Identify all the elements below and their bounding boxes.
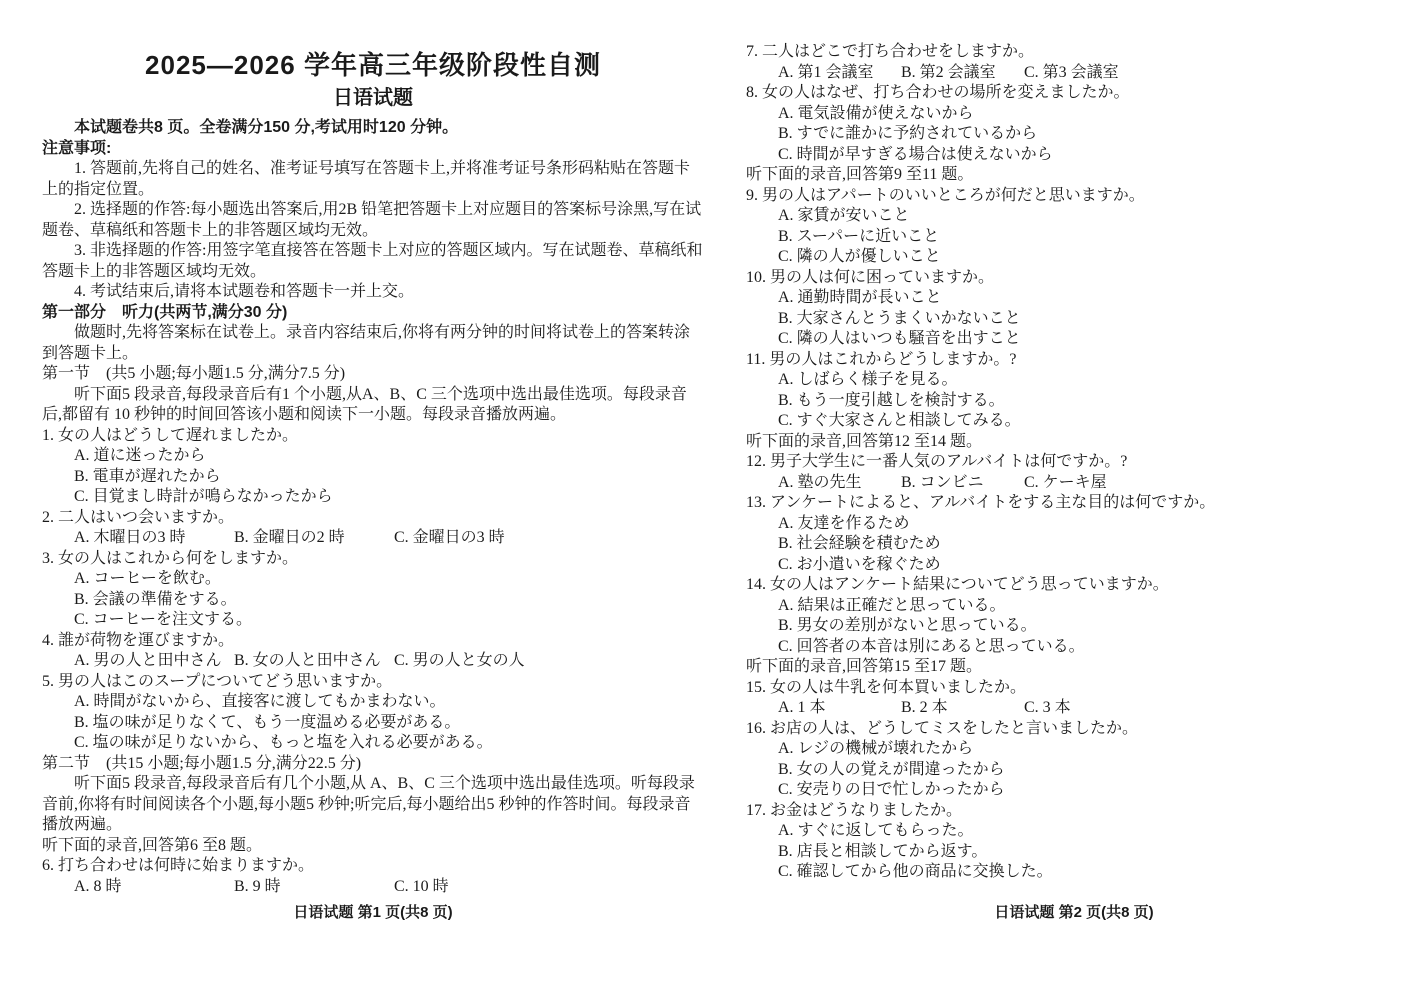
question-text: 6. 打ち合わせは何時に始まりますか。 — [42, 857, 315, 874]
question-13 — [746, 493, 1402, 575]
question-text: 9. 男の人はアパートのいいところが何だと思いますか。 — [746, 186, 1145, 204]
option-b: B. 電車が遅れたから — [74, 467, 221, 485]
option-c: C. 回答者の本音は別にあると思っている。 — [778, 637, 1085, 655]
question-5 — [42, 672, 704, 754]
options-row — [42, 877, 704, 898]
option-a: A. 時間がないから、直接客に渡してもかまわない。 — [74, 693, 446, 710]
question-text: 4. 誰が荷物を運びますか。 — [42, 631, 235, 649]
option-c: C. 安売りの日で忙しかったから — [778, 781, 1005, 798]
option-c: C. 男の人と女の人 — [394, 652, 525, 669]
question-text: 12. 男子大学生に一番人気のアルバイトは何ですか。? — [746, 453, 1128, 470]
question-text: 1. 女の人はどうして遅れましたか。 — [42, 426, 299, 444]
option-a: A. 結果は正確だと思っている。 — [778, 596, 1006, 614]
question-text: 15. 女の人は牛乳を何本買いましたか。 — [746, 678, 1027, 696]
option-b: B. 女の人と田中さん — [234, 652, 381, 669]
section-desc: 听下面5 段录音,每段录音后有1 个小题,从A、B、C 三个选项中选出最佳选项。每段录音后,都留有 10 秒钟的时间回答该小题和阅读下一小题。每段录音播放两遍。 — [42, 385, 687, 423]
exam-intro: 本试题卷共8 页。全卷满分150 分,考试用时120 分钟。 — [74, 119, 459, 136]
question-text: 13. アンケートによると、アルバイトをする主な目的は何ですか。 — [746, 494, 1216, 511]
option-b: B. 9 時 — [234, 877, 281, 895]
option-b: B. もう一度引越しを検討する。 — [778, 391, 1005, 409]
page-1 — [42, 40, 704, 897]
options-row — [746, 63, 1402, 84]
question-1 — [42, 426, 704, 508]
part-desc: 做题时,先将答案标在试卷上。录音内容结束后,你将有两分钟的时间将试卷上的答案转涂到答题卡上。 — [42, 324, 691, 362]
option-c: C. 10 時 — [394, 877, 449, 895]
exam-title: 2025—2026 学年高三年级阶段性自测 — [145, 50, 601, 80]
options-row — [746, 473, 1402, 494]
option-c: C. 時間が早すぎる場合は使えないから — [778, 145, 1053, 163]
question-text: 3. 女の人はこれから何をしますか。 — [42, 549, 299, 567]
question-16 — [746, 719, 1402, 801]
question-9 — [746, 186, 1402, 268]
option-a: A. 第1 会議室 — [778, 63, 874, 81]
option-b: B. 金曜日の2 時 — [234, 529, 345, 546]
option-c: C. コーヒーを注文する。 — [74, 611, 253, 628]
question-text: 8. 女の人はなぜ、打ち合わせの場所を変えましたか。 — [746, 84, 1130, 101]
option-c: C. お小遣いを稼ぐため — [778, 555, 941, 573]
options-row — [746, 698, 1402, 719]
section-heading: 第一节 (共5 小题;每小题1.5 分,满分7.5 分) — [42, 365, 346, 382]
question-14 — [746, 575, 1402, 657]
question-text: 10. 男の人は何に困っていますか。 — [746, 268, 995, 286]
question-7 — [746, 42, 1402, 83]
question-text: 5. 男の人はこのスープについてどう思いますか。 — [42, 672, 393, 690]
question-8 — [746, 83, 1402, 165]
question-6 — [42, 856, 704, 897]
option-a: A. しばらく様子を見る。 — [778, 371, 958, 388]
options-row — [42, 528, 704, 549]
question-text: 17. お金はどうなりましたか。 — [746, 801, 963, 819]
part-heading: 第一部分 听力(共两节,满分30 分) — [42, 303, 288, 321]
option-b: B. 第2 会議室 — [901, 63, 996, 81]
question-10 — [746, 268, 1402, 350]
question-15 — [746, 678, 1402, 719]
option-c: C. 隣の人が優しいこと — [778, 248, 941, 265]
option-a: A. 家賃が安いこと — [778, 207, 910, 224]
option-a: A. 電気設備が使えないから — [778, 104, 974, 122]
notice-item: 4. 考试结束后,请将本试题卷和答题卡一并上交。 — [74, 283, 415, 300]
page-2 — [746, 42, 1402, 883]
notice-item: 3. 非选择题的作答:用签字笔直接答在答题卡上对应的答题区域内。写在试题卷、草稿纸和答题卡上的非答题区域均无效。 — [42, 242, 703, 280]
option-c: C. すぐ大家さんと相談してみる。 — [778, 412, 1021, 429]
listen-instruction: 听下面的录音,回答第15 至17 题。 — [746, 658, 983, 675]
page-footer-1: 日语试题 第1 页(共8 页) — [293, 904, 453, 921]
option-a: A. 友達を作るため — [778, 514, 910, 532]
page-footer-2: 日语试题 第2 页(共8 页) — [994, 904, 1154, 921]
question-11 — [746, 350, 1402, 432]
question-4 — [42, 631, 704, 672]
option-b: B. 社会経験を積むため — [778, 535, 941, 552]
option-b: B. コンビニ — [901, 473, 984, 491]
option-a: A. 道に迷ったから — [74, 447, 206, 464]
section-heading: 第二节 (共15 小题;每小题1.5 分,满分22.5 分) — [42, 754, 362, 772]
notice-item: 1. 答题前,先将自己的姓名、准考证号填写在答题卡上,并将准考证号条形码粘贴在答题卡上的指定位置。 — [42, 160, 691, 198]
option-c: C. 塩の味が足りないから、もっと塩を入れる必要がある。 — [74, 734, 493, 751]
listen-instruction: 听下面的录音,回答第6 至8 题。 — [42, 836, 263, 854]
notice-heading: 注意事项: — [42, 139, 112, 157]
question-text: 14. 女の人はアンケート結果についてどう思っていますか。 — [746, 576, 1169, 593]
option-a: A. 木曜日の3 時 — [74, 529, 186, 546]
option-a: A. 8 時 — [74, 877, 122, 895]
option-b: B. スーパーに近いこと — [778, 227, 940, 245]
option-a: A. レジの機械が壊れたから — [778, 740, 974, 757]
option-a: A. 1 本 — [778, 699, 826, 716]
option-c: C. 目覚まし時計が鳴らなかったから — [74, 488, 333, 505]
option-b: B. 女の人の覚えが間違ったから — [778, 760, 1005, 778]
section-desc: 听下面5 段录音,每段录音后有几个小题,从 A、B、C 三个选项中选出最佳选项。听每段录音前,你将有时间阅读各个小题,每小题5 秒钟;听完后,每小题给出5 秒钟的作答时间。每段录音播放两遍。 — [42, 775, 695, 833]
options-row — [42, 651, 704, 672]
option-a: A. 男の人と田中さん — [74, 652, 222, 669]
exam-subtitle: 日语试题 — [333, 87, 413, 109]
listen-instruction: 听下面的录音,回答第12 至14 题。 — [746, 432, 983, 450]
option-c: C. 金曜日の3 時 — [394, 529, 505, 546]
option-c: C. ケーキ屋 — [1024, 473, 1107, 491]
option-c: C. 第3 会議室 — [1024, 63, 1119, 81]
option-b: B. 塩の味が足りなくて、もう一度温める必要がある。 — [74, 713, 461, 731]
question-text: 7. 二人はどこで打ち合わせをしますか。 — [746, 43, 1035, 60]
listen-instruction: 听下面的录音,回答第9 至11 题。 — [746, 166, 974, 183]
question-text: 11. 男の人はこれからどうしますか。? — [746, 350, 1017, 368]
question-12 — [746, 452, 1402, 493]
option-b: B. 2 本 — [901, 699, 948, 716]
question-3 — [42, 549, 704, 631]
option-b: B. 大家さんとうまくいかないこと — [778, 309, 1021, 327]
notice-item: 2. 选择题的作答:每小题选出答案后,用2B 铅笔把答题卡上对应题目的答案标号涂黑,写在试题卷、草稿纸和答题卡上的非答题区域均无效。 — [42, 201, 702, 239]
question-text: 2. 二人はいつ会いますか。 — [42, 508, 235, 526]
option-a: A. コーヒーを飲む。 — [74, 570, 221, 587]
question-text: 16. お店の人は、どうしてミスをしたと言いましたか。 — [746, 719, 1139, 737]
question-17 — [746, 801, 1402, 883]
option-b: B. 店長と相談してから返す。 — [778, 842, 988, 860]
option-a: A. 塾の先生 — [778, 473, 862, 491]
option-c: C. 3 本 — [1024, 699, 1071, 716]
option-b: B. 男女の差別がないと思っている。 — [778, 617, 1037, 634]
question-2 — [42, 508, 704, 549]
option-c: C. 確認してから他の商品に交換した。 — [778, 863, 1053, 880]
option-a: A. 通勤時間が長いこと — [778, 289, 942, 306]
option-b: B. 会議の準備をする。 — [74, 590, 237, 608]
option-b: B. すでに誰かに予約されているから — [778, 125, 1038, 142]
option-c: C. 隣の人はいつも騒音を出すこと — [778, 330, 1021, 347]
option-a: A. すぐに返してもらった。 — [778, 822, 974, 839]
